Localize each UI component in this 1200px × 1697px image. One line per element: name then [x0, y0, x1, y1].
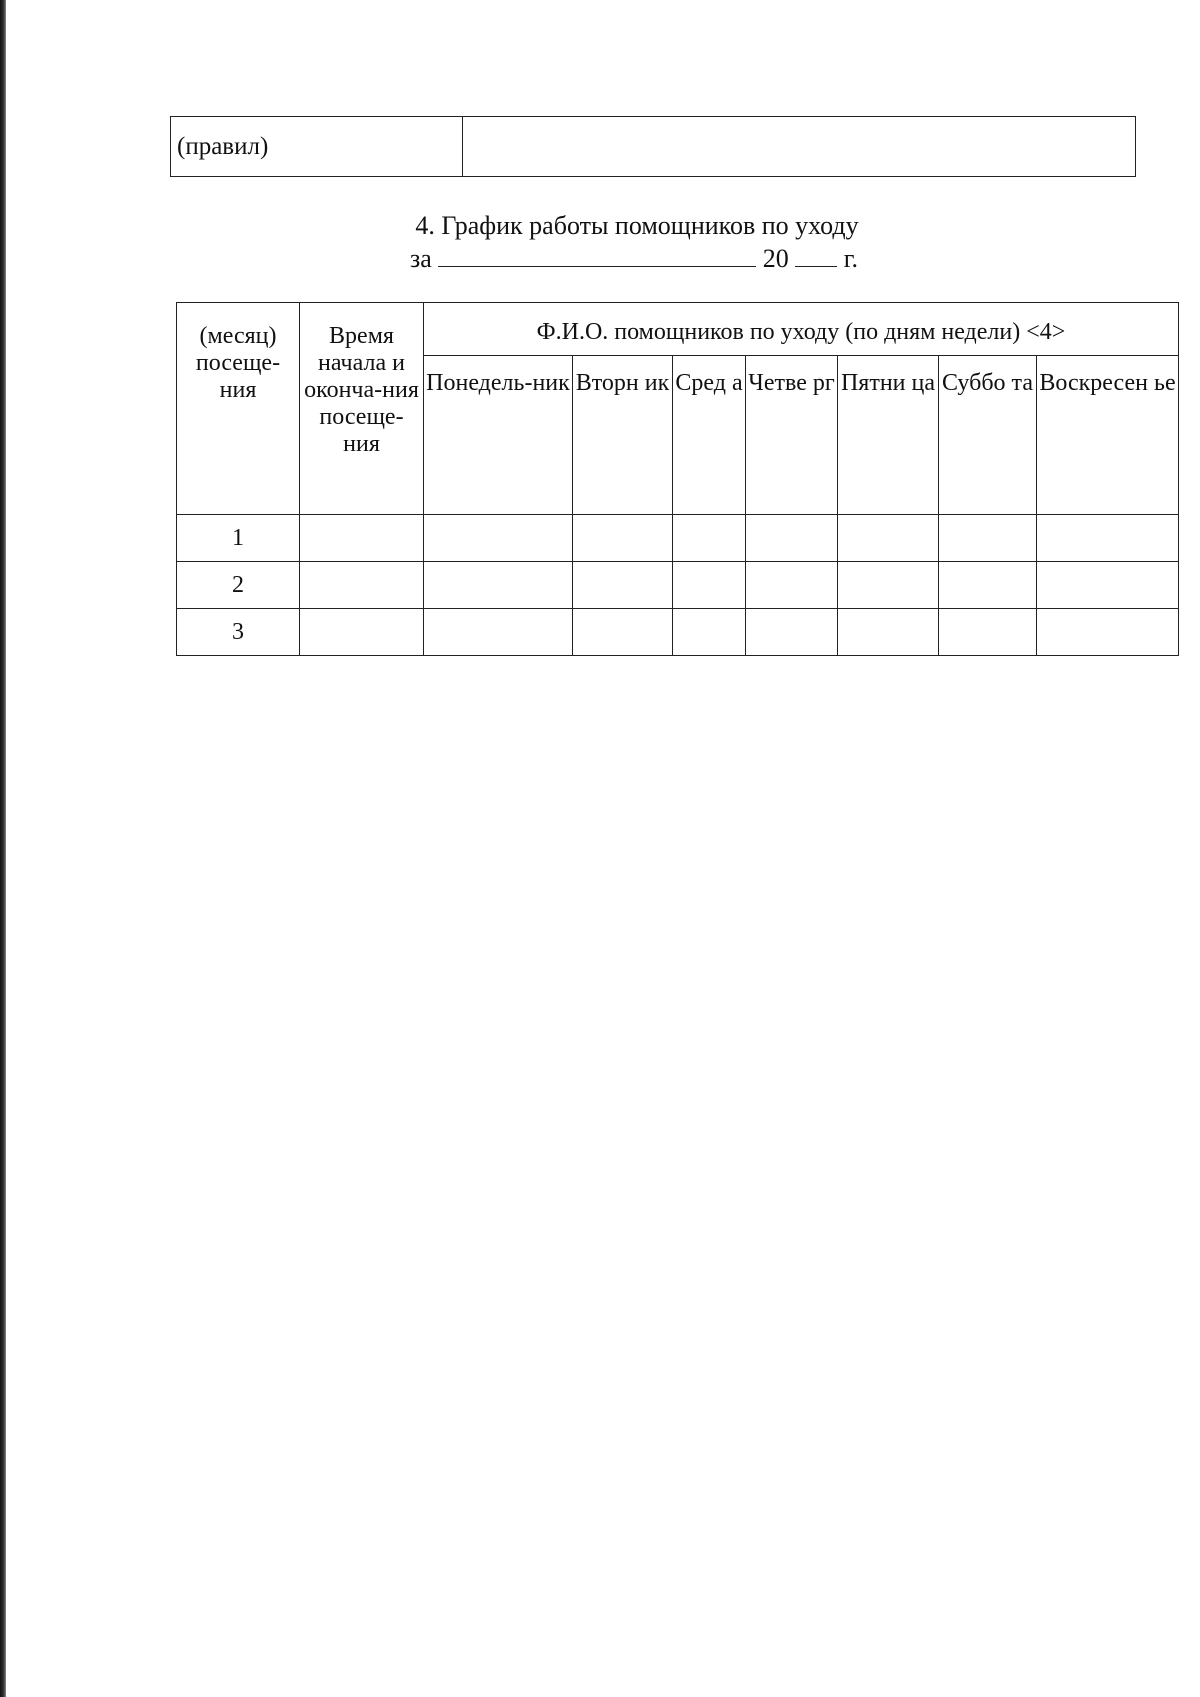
table-cell [424, 609, 573, 656]
day-header: Воскресен ье [1037, 356, 1179, 515]
table-cell [1037, 515, 1179, 562]
day-header: Четве рг [746, 356, 838, 515]
table-cell [573, 562, 673, 609]
table-cell [300, 515, 424, 562]
table-cell [746, 562, 838, 609]
table-cell [300, 562, 424, 609]
period-line [34, 242, 1200, 275]
table-cell [838, 562, 939, 609]
row-number: 2 [177, 562, 300, 609]
table-row [177, 609, 1179, 656]
day-header: Сред а [673, 356, 746, 515]
table-cell [838, 515, 939, 562]
rules-label: (правил) [171, 117, 463, 177]
day-header: Вторн ик [573, 356, 673, 515]
col-names-group-header: Ф.И.О. помощников по уходу (по дням недели) <4> [424, 303, 1179, 356]
table-cell [939, 609, 1037, 656]
period-prefix: за [409, 244, 432, 273]
table-row [177, 562, 1179, 609]
table-cell [424, 562, 573, 609]
table-cell [746, 515, 838, 562]
row-number: 1 [177, 515, 300, 562]
table-cell [939, 562, 1037, 609]
table-cell [673, 562, 746, 609]
day-header: Понедель-ник [424, 356, 573, 515]
rules-value [463, 117, 1136, 177]
table-cell [573, 515, 673, 562]
day-header: Суббо та [939, 356, 1037, 515]
year-prefix: 20 [762, 244, 789, 273]
table-cell [573, 609, 673, 656]
table-cell [300, 609, 424, 656]
table-cell [939, 515, 1037, 562]
row-number: 3 [177, 609, 300, 656]
table-cell [746, 609, 838, 656]
top-table [170, 116, 1136, 177]
table-cell [838, 609, 939, 656]
col-month-header: (месяц) посеще-ния [177, 303, 300, 515]
col-time-header: Время начала и оконча-ния посеще-ния [300, 303, 424, 515]
table-cell [673, 515, 746, 562]
schedule-table [176, 302, 1179, 656]
day-header: Пятни ца [838, 356, 939, 515]
period-blank [438, 242, 756, 267]
table-cell [1037, 562, 1179, 609]
schedule-body [177, 515, 1179, 656]
table-cell [1037, 609, 1179, 656]
section-heading [0, 210, 1200, 275]
table-cell [424, 515, 573, 562]
table-cell [673, 609, 746, 656]
year-blank [795, 242, 837, 267]
table-row [177, 515, 1179, 562]
year-suffix: г. [843, 244, 859, 273]
section-title: 4. График работы помощников по уходу [415, 211, 859, 240]
